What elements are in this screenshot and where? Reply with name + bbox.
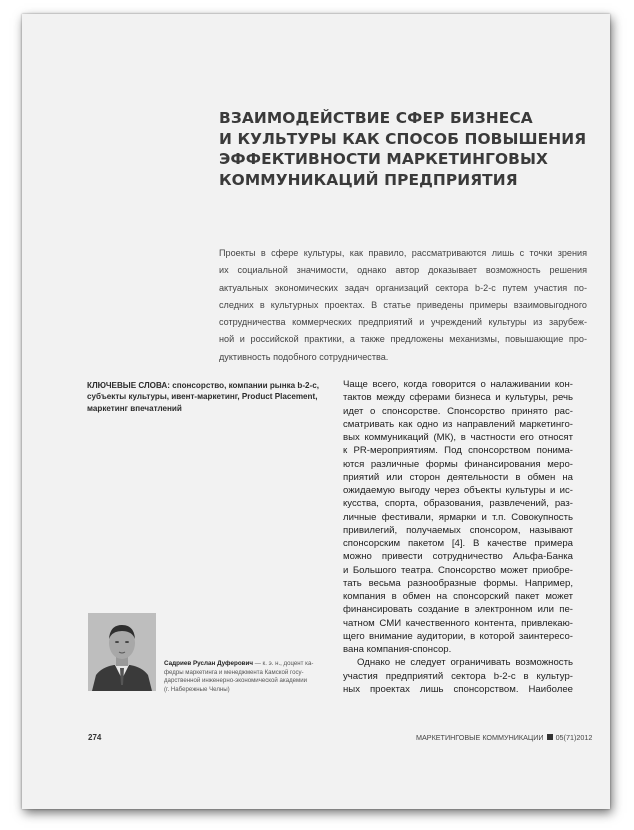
body-line: Однако не следует ограничивать возможность [357, 657, 573, 669]
abstract-line: дуктивность подобного сотрудничества. [219, 351, 389, 362]
body-line: привилегий, получаемых спонсором, называют [343, 524, 573, 536]
body-line: приятий или сторон деятельности в обмен на [343, 471, 573, 483]
body-line: вых коммуникаций (МК), в частности его относят [343, 432, 573, 443]
body-line: чатном СМИ качественного контента, привлекаю- [343, 617, 573, 629]
body-line: спонсорским пакетом [4]. В качестве примера [343, 538, 573, 549]
body-line: личные фестивали, ярмарки и т.п. Совокупность [343, 511, 573, 523]
article-body [343, 378, 573, 696]
author-line: дарственной инженерно-экономической академии [164, 677, 308, 685]
body-line: кусства, спорта, образования, развлечений, раз- [343, 498, 573, 510]
body-line: и Большого театра. Спонсорство может приобре- [343, 564, 573, 576]
author-line: федры маркетинга и менеджмента Камской госу- [164, 668, 304, 676]
square-separator-icon [547, 734, 553, 740]
body-line: идет о спонсорстве. Спонсорство принято рас- [343, 405, 573, 417]
page-number: 274 [88, 733, 102, 742]
journal-name: МАРКЕТИНГОВЫЕ КОММУНИКАЦИИ [416, 733, 544, 742]
article-title [219, 108, 587, 190]
title-line: ВЗАИМОДЕЙСТВИЕ СФЕР БИЗНЕСА [219, 109, 533, 127]
keywords-line: КЛЮЧЕВЫЕ СЛОВА: спонсорство, компании рынка b-2-c, [87, 381, 319, 390]
body-line: тать весьма разнообразные формы. Например, [343, 577, 573, 589]
body-line: вана компания-спонсор. [343, 644, 452, 655]
journal-issue: 05(71)2012 [555, 733, 593, 742]
body-line: к PR-мероприятиям. Под спонсорством понима- [343, 445, 573, 457]
title-line: КОММУНИКАЦИЙ ПРЕДПРИЯТИЯ [219, 170, 518, 189]
abstract-line: следних в культурных проектах. В статье приведены примеры взаимовыгодного [219, 299, 587, 310]
author-info [164, 660, 324, 694]
body-line: сматривать как одно из направлений маркетинго- [343, 418, 573, 430]
title-line: И КУЛЬТУРЫ КАК СПОСОБ ПОВЫШЕНИЯ [219, 129, 587, 148]
body-line: щего внимание аудитории, в которой заинтересо- [343, 630, 573, 642]
abstract-line: актуальных экономических задач организаций сектора b-2-c путем участия по- [219, 282, 587, 293]
author-degree: — к. э. н., доцент ка- [253, 660, 314, 667]
title-line: ЭФФЕКТИВНОСТИ МАРКЕТИНГОВЫХ [219, 150, 549, 168]
body-line: можно привести сотрудничество Альфа-Банка [343, 551, 573, 563]
body-line: компания в обмен на спонсорский пакет может [343, 591, 573, 602]
abstract-line: сотрудничества коммерческих предприятий и учреждений культуры из зарубеж- [219, 317, 587, 328]
keywords-line: субъекты культуры, ивент-маркетинг, Product Placement, [87, 392, 318, 402]
author-line: (г. Набережные Челны) [164, 685, 230, 693]
article-abstract [219, 245, 587, 366]
body-line: ных проектах лишь спонсорством. Наиболее [343, 683, 573, 695]
journal-footer [416, 733, 592, 742]
body-line: ются различные формы финансирования меро- [343, 458, 573, 470]
body-line: Чаще всего, когда говорится о налаживании кон- [343, 379, 573, 390]
abstract-line: ной и российской практики, а также предложены механизмы, повышающие про- [219, 334, 587, 345]
body-line: участия предприятий сектора b-2-c в культур- [343, 670, 573, 682]
body-line: ожидаемую выгоду через объекты культуры и ис- [343, 485, 573, 496]
author-photo [88, 613, 156, 691]
abstract-line: Проекты в сфере культуры, как правило, рассматриваются лишь с точки зрения [219, 248, 587, 258]
author-name: Садриев Руслан Дуферович [164, 660, 254, 667]
abstract-line: их социальной значимости, однако автор доказывает возможность решения [219, 265, 587, 276]
keywords-line: маркетинг впечатлений [87, 403, 182, 413]
keywords-block [87, 380, 327, 414]
body-line: тактов между сферами бизнеса и культуры, речь [343, 392, 573, 404]
body-line: финансировать создание в электронном или пе- [343, 604, 573, 616]
